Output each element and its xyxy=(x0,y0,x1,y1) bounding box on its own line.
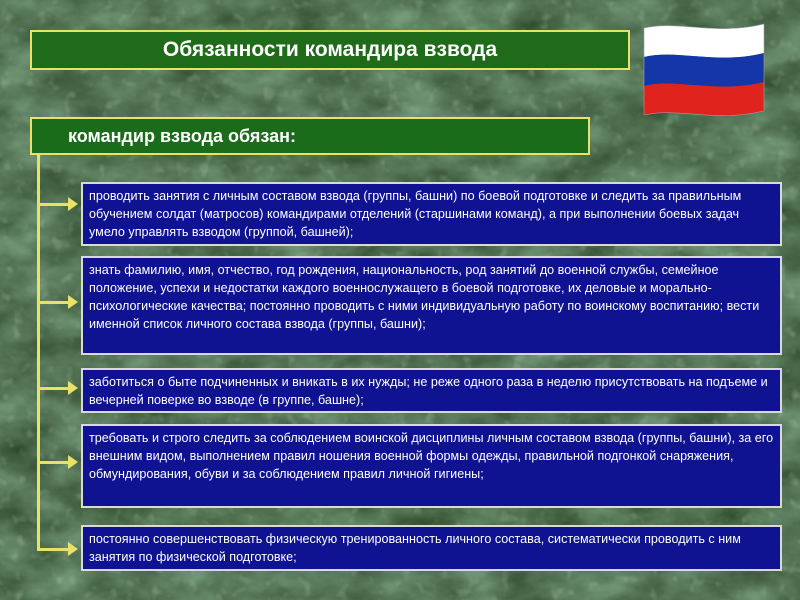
subtitle: командир взвода обязан: xyxy=(68,125,296,146)
duty-item: проводить занятия с личным составом взвода (группы, башни) по боевой подготовке и следить за правильным обучением солдат (матросов) командирами отделений (старшинами команд), а при выполнении боевых задач умело управлять взводом (группой, башней); xyxy=(81,182,782,246)
duty-item: заботиться о быте подчиненных и вникать в их нужды; не реже одного раза в неделю присутствовать на подъеме и вечерней поверке во взводе (в группе, башне); xyxy=(81,368,782,413)
arrow-right-icon xyxy=(38,461,75,464)
duty-item: знать фамилию, имя, отчество, год рождения, национальность, род занятий до военной службы, семейное положение, успехи и недостатки каждого военнослужащего в боевой подготовке, их деловые и морально-психологические качества; постоянно проводить с ними индивидуальную работу по воинскому воспитанию; вести именной список личного состава взвода (группы, башни); xyxy=(81,256,782,355)
connector-line xyxy=(37,155,40,551)
arrow-right-icon xyxy=(38,301,75,304)
arrow-right-icon xyxy=(38,548,75,551)
russian-flag-icon xyxy=(638,18,770,118)
duty-item: постоянно совершенствовать физическую тренированность личного состава, систематически проводить с ним занятия по физической подготовке; xyxy=(81,525,782,571)
arrow-right-icon xyxy=(38,387,75,390)
arrow-right-icon xyxy=(38,203,75,206)
subtitle-box xyxy=(30,117,590,155)
slide-title-box xyxy=(30,30,630,70)
duty-item: требовать и строго следить за соблюдением воинской дисциплины личным составом взвода (группы, башни), за его внешним видом, выполнением правил ношения военной формы одежды, правильной подгонкой снаряжения, обмундирования, обуви и за соблюдением правил личной гигиены; xyxy=(81,424,782,508)
slide-title: Обязанности командира взвода xyxy=(162,38,498,61)
